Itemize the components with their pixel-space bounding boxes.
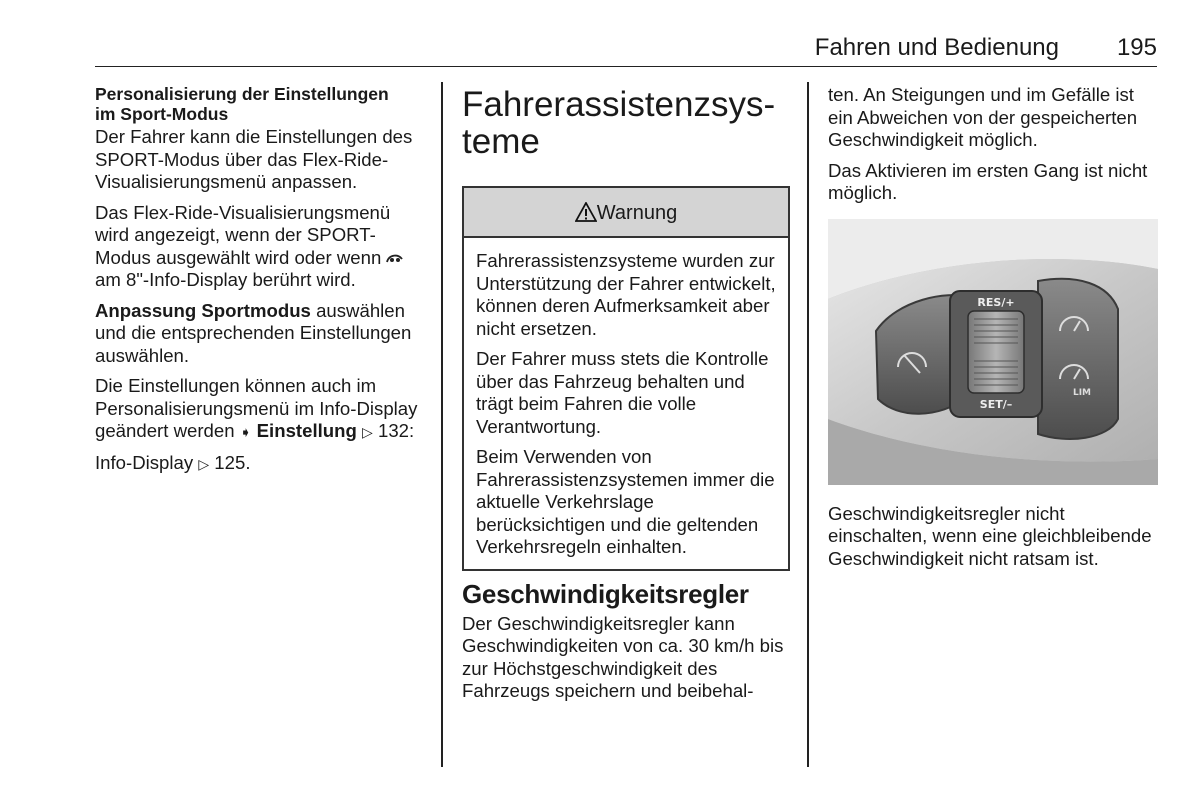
paragraph: Das Aktivieren im ersten Gang ist nicht möglich. [828, 159, 1148, 203]
section-heading: Fahrerassistenzsys- teme [462, 85, 776, 161]
subsection-heading: Personalisierung der Einstellungen im Sport-Modus [95, 84, 389, 124]
warning-header [464, 188, 788, 238]
ref-triangle-icon: ▷ [362, 424, 373, 440]
subsection-heading: Geschwindigkeitsregler [462, 578, 749, 609]
warning-paragraph: Der Fahrer muss stets die Kontrolle über das Fahrzeug behalten und trägt beim Fahren die volle Verantwortung. [476, 348, 769, 437]
warning-box [462, 186, 790, 571]
flexride-icon [386, 247, 403, 268]
paragraph: Die Einstellungen können auch im Personalisierungsmenü im Info-Display geändert werden ➧ Einstellung ▷ 132: [95, 375, 418, 441]
paragraph: Anpassung Sportmodus auswählen und die entsprechenden Einstellungen auswählen. [95, 299, 412, 366]
warning-triangle-icon [575, 202, 597, 224]
chapter-title: Fahren und Bedienung [814, 34, 1059, 61]
paragraph: Info-Display ▷ 125. [95, 451, 251, 473]
page-header [95, 28, 1157, 67]
menu-term: Einstellung [256, 420, 357, 441]
steering-wheel-controls-photo [828, 219, 1158, 485]
warning-paragraph: Beim Verwenden von Fahrerassistenzsystemen immer die aktuelle Verkehrslage berücksichtigen und die geltenden Verkehrsregeln einhalten. [476, 446, 775, 557]
res-label: RES/+ [977, 295, 1015, 309]
warning-paragraph: Fahrerassistenzsysteme wurden zur Unterstützung der Fahrer entwickelt, können deren Aufmerksamkeit aber nicht ersetzen. [476, 250, 776, 339]
menu-term: Anpassung Sportmodus [95, 299, 311, 321]
set-label: SET/– [979, 397, 1013, 411]
column-divider-2 [807, 82, 809, 767]
lim-label: LIM [1072, 387, 1092, 398]
column-1 [95, 84, 425, 483]
page-number: 195 [1116, 34, 1157, 61]
warning-body [464, 238, 788, 569]
ref-triangle-icon: ▷ [198, 455, 210, 472]
page-reference: 125. [214, 451, 251, 473]
page-reference: 132: [377, 420, 415, 441]
warning-label: Warnung [596, 202, 678, 224]
column-2 [462, 84, 792, 711]
paragraph: Geschwindigkeitsregler nicht einschalten, wenn eine gleichbleibende Geschwindigkeit nicht ratsam ist. [828, 502, 1152, 569]
arrow-right-icon: ➧ [239, 424, 252, 440]
column-divider-1 [441, 82, 443, 767]
paragraph: Der Fahrer kann die Einstellungen des SPORT-Modus über das Flex-Ride-Visualisierungsmenü anpassen. [95, 126, 413, 192]
paragraph: Das Flex-Ride-Visualisierungsmenü wird angezeigt, wenn der SPORT-Modus ausgewählt wird oder wenn am 8"-Info-Display berührt wird. [95, 202, 425, 292]
paragraph: Der Geschwindigkeitsregler kann Geschwindigkeiten von ca. 30 km/h bis zur Höchstgeschwindigkeit des Fahrzeugs speichern und beibehal- [462, 612, 784, 701]
paragraph: ten. An Steigungen und im Gefälle ist ein Abweichen von der gespeicherten Geschwindigkeit möglich. [828, 84, 1138, 150]
column-3 [828, 84, 1162, 578]
